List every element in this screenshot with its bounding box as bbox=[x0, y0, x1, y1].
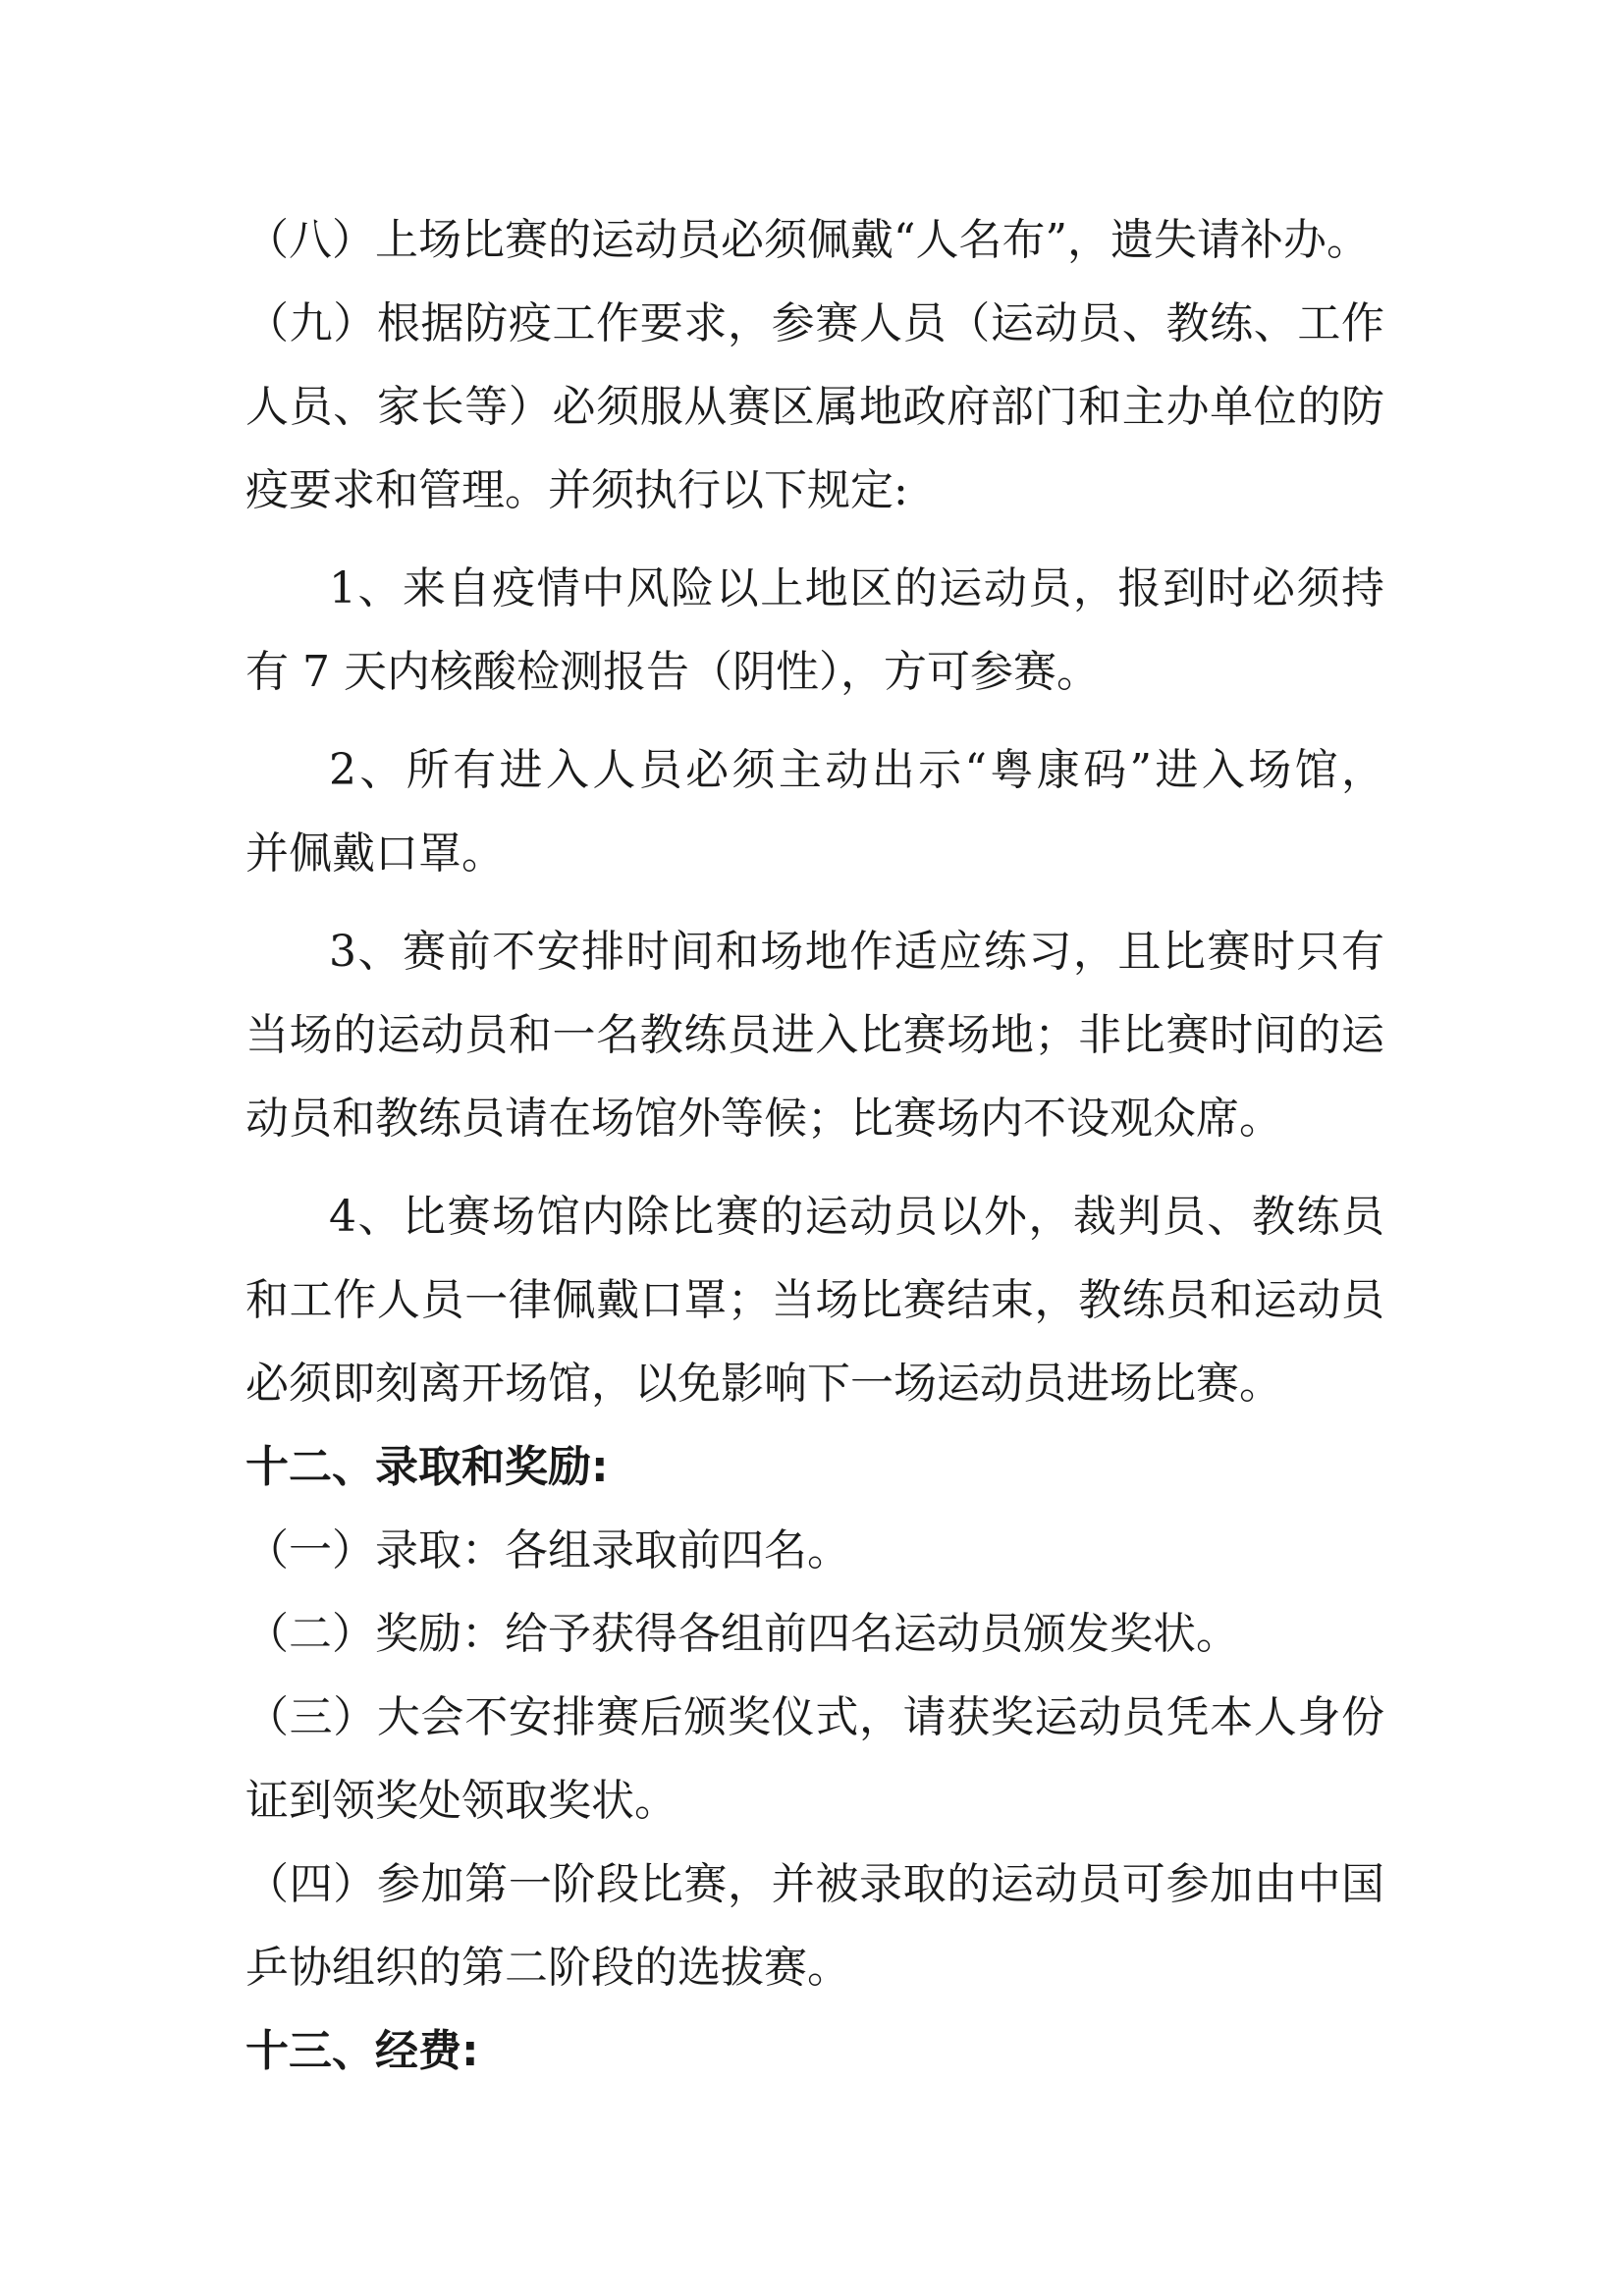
text-line-item-9-cont-2: 疫要求和管理。并须执行以下规定: bbox=[245, 465, 908, 515]
text-line-rule-2-cont: 并佩戴口罩。 bbox=[245, 828, 505, 879]
text-line-rule-3: 3、赛前不安排时间和场地作适应练习，且比赛时只有 bbox=[329, 927, 1384, 977]
text-line-item-8: （八）上场比赛的运动员必须佩戴“人名布”，遗失请补办。 bbox=[245, 215, 1370, 265]
text-line-item-9-cont-1: 人员、家长等）必须服从赛区属地政府部门和主办单位的防 bbox=[245, 382, 1384, 432]
text-line-rule-1: 1、来自疫情中风险以上地区的运动员，报到时必须持 bbox=[329, 563, 1384, 614]
text-line-award-3-cont: 证到领奖处领取奖状。 bbox=[245, 1776, 677, 1826]
text-line-rule-4-cont-2: 必须即刻离开场馆，以免影响下一场运动员进场比赛。 bbox=[245, 1359, 1282, 1409]
section-heading-12: 十二、录取和奖励: bbox=[245, 1442, 609, 1492]
text-line-award-2: （二）奖励：给予获得各组前四名运动员颁发奖状。 bbox=[245, 1609, 1239, 1659]
text-line-rule-2: 2、所有进入人员必须主动出示“粤康码”进入场馆， bbox=[329, 745, 1384, 795]
text-line-item-9: （九）根据防疫工作要求，参赛人员（运动员、教练、工作 bbox=[245, 298, 1384, 348]
text-line-rule-1-cont: 有 7 天内核酸检测报告（阴性），方可参赛。 bbox=[245, 647, 1100, 697]
text-line-rule-3-cont-1: 当场的运动员和一名教练员进入比赛场地；非比赛时间的运 bbox=[245, 1010, 1384, 1060]
text-line-rule-3-cont-2: 动员和教练员请在场馆外等候；比赛场内不设观众席。 bbox=[245, 1094, 1282, 1144]
text-line-award-3: （三）大会不安排赛后颁奖仪式，请获奖运动员凭本人身份 bbox=[245, 1692, 1384, 1742]
text-line-rule-4: 4、比赛场馆内除比赛的运动员以外，裁判员、教练员 bbox=[329, 1192, 1384, 1242]
text-line-award-4: （四）参加第一阶段比赛，并被录取的运动员可参加由中国 bbox=[245, 1859, 1384, 1909]
text-line-award-1: （一）录取：各组录取前四名。 bbox=[245, 1525, 850, 1575]
text-line-award-4-cont: 乒协组织的第二阶段的选拔赛。 bbox=[245, 1943, 850, 1993]
text-line-rule-4-cont-1: 和工作人员一律佩戴口罩；当场比赛结束，教练员和运动员 bbox=[245, 1275, 1384, 1325]
section-heading-13: 十三、经费: bbox=[245, 2026, 479, 2076]
